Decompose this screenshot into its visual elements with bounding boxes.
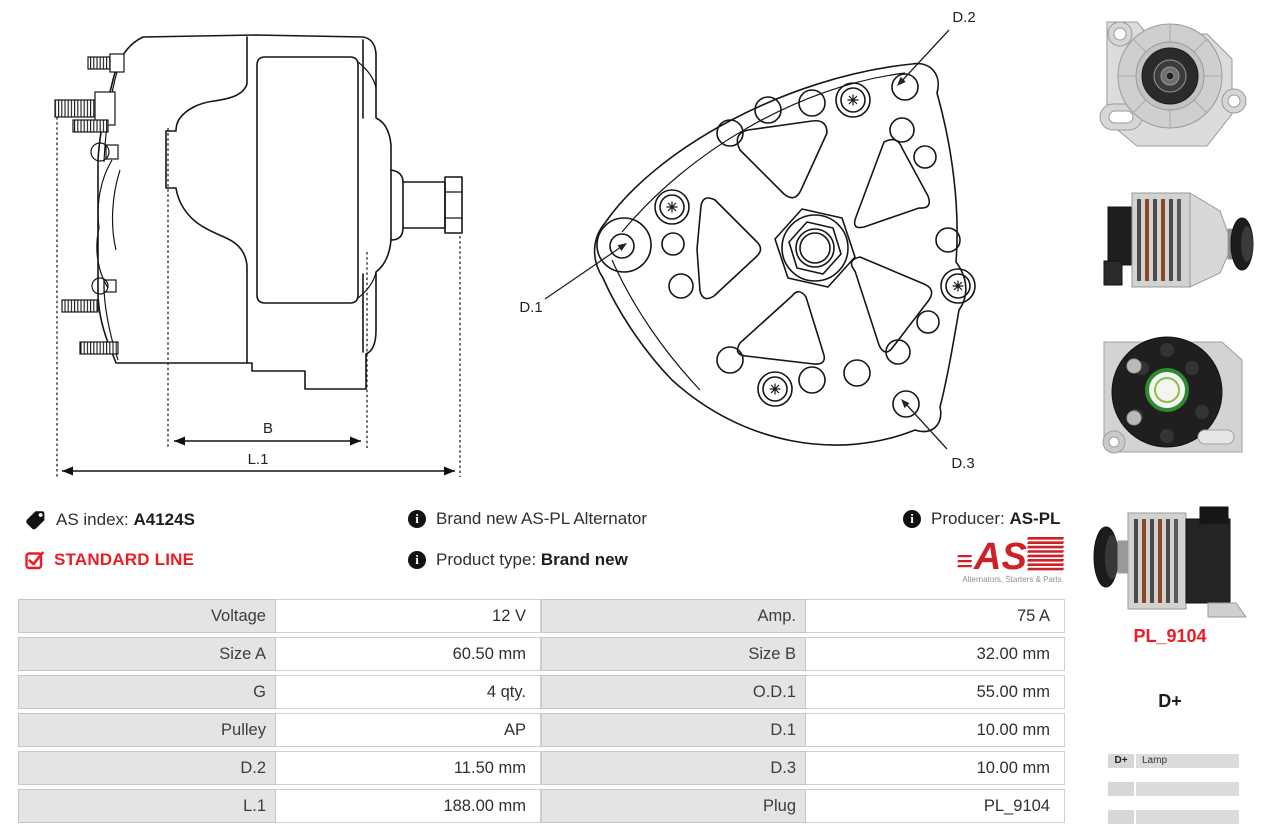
table-row	[18, 789, 1065, 823]
spec-value-cell: 32.00 mm	[806, 637, 1065, 671]
as-index-row	[25, 509, 195, 530]
spec-value-cell: 55.00 mm	[806, 675, 1065, 709]
connector-key-cell	[1108, 810, 1134, 824]
dim-label-d3: D.3	[951, 455, 975, 472]
as-index-value: A4124S	[133, 509, 195, 529]
dim-label-l1: L.1	[247, 451, 269, 468]
table-row	[18, 751, 1065, 785]
product-type-row	[408, 550, 628, 570]
spec-label-cell: D.2	[18, 751, 276, 785]
product-type-value: Brand new	[540, 550, 628, 569]
info-icon	[903, 510, 921, 528]
product-type-text	[436, 550, 628, 570]
brand-logo	[956, 531, 1068, 590]
logo-wordmark: AS	[974, 536, 1027, 578]
dim-label-d2: D.2	[952, 9, 976, 26]
photo-column	[1082, 4, 1261, 632]
as-index-label: AS index:	[56, 509, 129, 529]
connector-row	[1108, 810, 1239, 824]
producer-value: AS-PL	[1009, 509, 1061, 528]
table-row	[18, 637, 1065, 671]
product-photo-front[interactable]	[1082, 4, 1258, 156]
spec-value-cell: 75 A	[806, 599, 1065, 633]
producer-text	[931, 509, 1060, 529]
spec-label-cell: D.1	[541, 713, 806, 747]
description-row	[408, 509, 647, 529]
product-photo-side-left[interactable]	[1082, 481, 1258, 623]
standard-line-label: STANDARD LINE	[54, 550, 195, 569]
table-row	[18, 675, 1065, 709]
spec-value-cell: 10.00 mm	[806, 751, 1065, 785]
spec-label-cell: O.D.1	[541, 675, 806, 709]
connector-key-cell	[1108, 782, 1134, 796]
spec-value-cell: 12 V	[276, 599, 541, 633]
as-index-text	[56, 510, 195, 530]
spec-label-cell: G	[18, 675, 276, 709]
connector-key-cell: D+	[1108, 754, 1134, 768]
spec-label-cell: Size B	[541, 637, 806, 671]
logo-tagline: Alternators, Starters & Parts	[962, 575, 1062, 584]
producer-label: Producer:	[931, 509, 1005, 528]
spec-value-cell: 188.00 mm	[276, 789, 541, 823]
description-text: Brand new AS-PL Alternator	[436, 509, 648, 528]
info-icon	[408, 510, 426, 528]
spec-label-cell: Pulley	[18, 713, 276, 747]
connector-value-cell	[1136, 782, 1239, 796]
dim-label-b: B	[262, 420, 274, 437]
table-row	[18, 599, 1065, 633]
spec-value-cell: 60.50 mm	[276, 637, 541, 671]
info-icon	[408, 551, 426, 569]
connector-value-cell	[1136, 810, 1239, 824]
spec-label-cell: Voltage	[18, 599, 276, 633]
standard-line-row	[25, 550, 194, 570]
tag-icon	[25, 509, 46, 530]
spec-value-cell: PL_9104	[806, 789, 1065, 823]
product-type-label: Product type:	[436, 550, 537, 569]
connector-table	[1108, 754, 1239, 838]
table-row	[18, 713, 1065, 747]
spec-label-cell: Plug	[541, 789, 806, 823]
connector-row	[1108, 754, 1239, 768]
connector-value-cell: Lamp	[1136, 754, 1239, 768]
connector-row	[1108, 782, 1239, 796]
spec-table	[18, 599, 1065, 827]
terminal-code: D+	[1158, 691, 1182, 711]
spec-value-cell: 11.50 mm	[276, 751, 541, 785]
side-view-drawing	[55, 35, 462, 477]
spec-label-cell: L.1	[18, 789, 276, 823]
spec-label-cell: Amp.	[541, 599, 806, 633]
plug-code: PL_9104	[1133, 626, 1207, 646]
front-view-drawing	[519, 9, 975, 472]
spec-value-cell: 10.00 mm	[806, 713, 1065, 747]
product-photo-rear[interactable]	[1082, 320, 1258, 472]
checkbox-icon	[25, 551, 44, 570]
dim-label-d1: D.1	[519, 299, 543, 316]
spec-label-cell: D.3	[541, 751, 806, 785]
spec-value-cell: 4 qty.	[276, 675, 541, 709]
producer-row	[903, 509, 1060, 529]
product-photo-side-right[interactable]	[1082, 165, 1258, 311]
spec-value-cell: AP	[276, 713, 541, 747]
spec-label-cell: Size A	[18, 637, 276, 671]
